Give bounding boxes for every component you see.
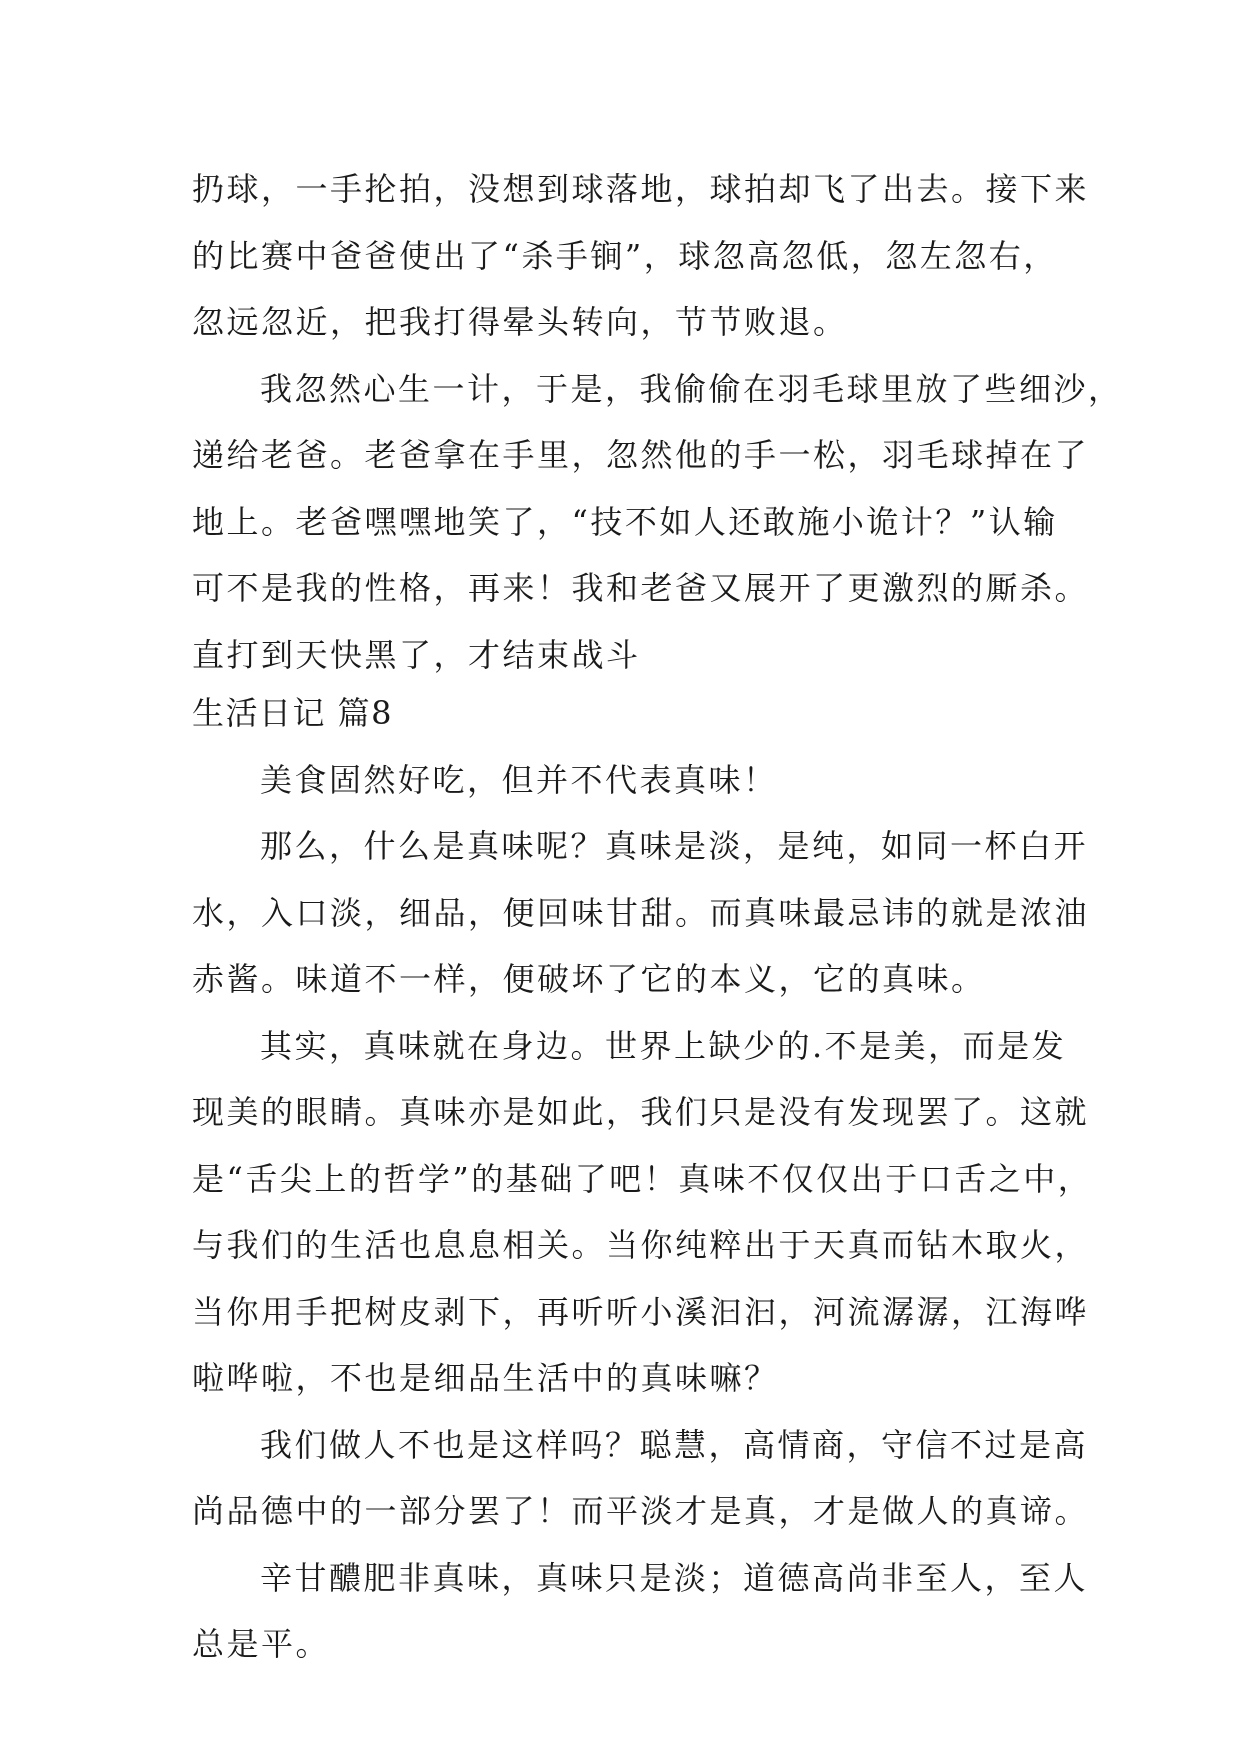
paragraph-line: 当你用手把树皮剥下，再听听小溪汩汩，河流潺潺，江海哗 xyxy=(192,1292,1090,1331)
paragraph-line: 那么，什么是真味呢？真味是淡，是纯，如同一杯白开 xyxy=(260,827,1089,865)
paragraph-line: 直打到天快黑了，才结束战斗 xyxy=(192,635,641,674)
paragraph-line: 赤酱。味道不一样，便破坏了它的本义，它的真味。 xyxy=(192,960,986,998)
diary-entry-8 xyxy=(192,680,1093,1678)
paragraph-line: 可不是我的性格，再来！我和老爸又展开了更激烈的厮杀。 xyxy=(192,569,1090,607)
paragraph-line: 尚品德中的一部分罢了！而平淡才是真，才是做人的真谛。 xyxy=(192,1492,1090,1530)
paragraph-line: 总是平。 xyxy=(192,1625,331,1663)
section-heading: 生活日记 篇8 xyxy=(192,694,394,732)
paragraph-line: 我们做人不也是这样吗？聪慧，高情商，守信不过是高 xyxy=(260,1425,1089,1464)
paragraph-line: 美食固然好吃，但并不代表真味！ xyxy=(260,760,778,799)
paragraph-line: 与我们的生活也息息相关。当你纯粹出于天真而钻木取火， xyxy=(192,1226,1090,1264)
paragraph-line: 是“舌尖上的哲学”的基础了吧！真味不仅仅出于口舌之中， xyxy=(192,1159,1093,1198)
paragraph-line: 地上。老爸嘿嘿地笑了，“技不如人还敢施小诡计？”认输 xyxy=(192,502,1058,541)
paragraph-line: 啦哗啦，不也是细品生活中的真味嘛？ xyxy=(192,1359,779,1397)
paragraph-line: 辛甘醲肥非真味，真味只是淡；道德高尚非至人，至人 xyxy=(260,1558,1089,1597)
paragraph-line: 扔球，一手抡拍，没想到球落地，球拍却飞了出去。接下来 xyxy=(192,170,1090,208)
paragraph-line: 我忽然心生一计，于是，我偷偷在羽毛球里放了些细沙， xyxy=(260,369,1123,408)
paragraph-line: 其实，真味就在身边。世界上缺少的.不是美，而是发 xyxy=(260,1026,1067,1065)
story-continuation xyxy=(192,156,1123,688)
paragraph-line: 忽远忽近，把我打得晕头转向，节节败退。 xyxy=(192,303,848,341)
paragraph-line: 水，入口淡，细品，便回味甘甜。而真味最忌讳的就是浓油 xyxy=(192,893,1090,932)
paragraph-line: 递给老爸。老爸拿在手里，忽然他的手一松，羽毛球掉在了 xyxy=(192,436,1090,474)
paragraph-line: 现美的眼睛。真味亦是如此，我们只是没有发现罢了。这就 xyxy=(192,1093,1090,1131)
paragraph-line: 的比赛中爸爸使出了“杀手锏”，球忽高忽低，忽左忽右， xyxy=(192,236,1058,275)
